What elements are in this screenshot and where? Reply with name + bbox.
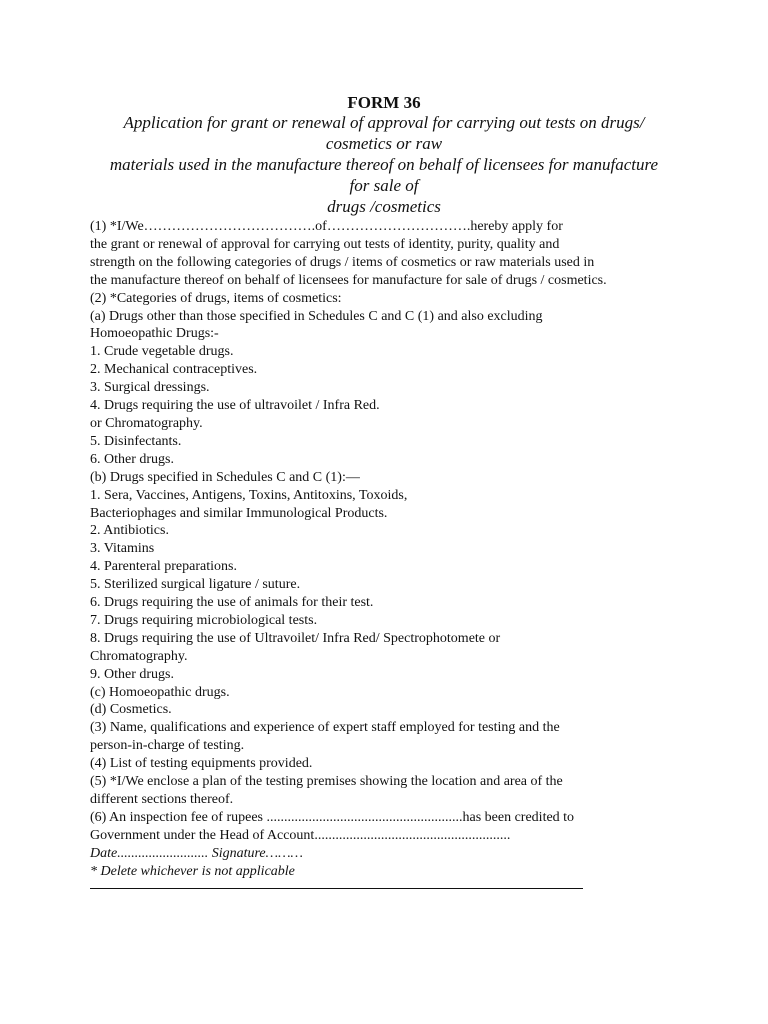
body-line: 5. Sterilized surgical ligature / suture. bbox=[90, 577, 301, 593]
form-title: FORM 36 bbox=[347, 93, 421, 112]
body-line: (6) An inspection fee of rupees ........................................................has been credited to bbox=[90, 809, 575, 825]
body-line: person-in-charge of testing. bbox=[90, 738, 245, 754]
body-line: 3. Vitamins bbox=[90, 541, 155, 557]
body-line: (b) Drugs specified in Schedules C and C (1):— bbox=[90, 469, 360, 485]
body-line: (2) *Categories of drugs, items of cosmetics: bbox=[90, 290, 342, 306]
footnote: * Delete whichever is not applicable bbox=[90, 863, 295, 879]
body-line: Bacteriophages and similar Immunological Products. bbox=[90, 505, 388, 521]
body-line: (d) Cosmetics. bbox=[90, 702, 172, 718]
body-line: (a) Drugs other than those specified in Schedules C and C (1) and also excluding bbox=[90, 308, 543, 324]
body-line: 5. Disinfectants. bbox=[90, 433, 182, 449]
subtitle-line: drugs /cosmetics bbox=[327, 197, 441, 216]
subtitle-line: materials used in the manufacture thereof on behalf of licensees for manufacture bbox=[109, 155, 659, 174]
body-line: strength on the following categories of drugs / items of cosmetics or raw materials used in bbox=[90, 254, 595, 270]
body-line: 3. Surgical dressings. bbox=[90, 380, 210, 396]
form-body bbox=[90, 218, 690, 889]
horizontal-rule bbox=[90, 888, 583, 889]
subtitle-line: Application for grant or renewal of approval for carrying out tests on drugs/ bbox=[123, 113, 645, 132]
date-signature-line: Date.......................... Signature……… bbox=[90, 845, 303, 861]
body-line: 4. Parenteral preparations. bbox=[90, 559, 237, 575]
body-line: 1. Crude vegetable drugs. bbox=[90, 344, 234, 360]
body-line: 4. Drugs requiring the use of ultravoilet / Infra Red. bbox=[90, 398, 380, 414]
body-line: the grant or renewal of approval for carrying out tests of identity, purity, quality and bbox=[90, 236, 560, 252]
body-line: (5) *I/We enclose a plan of the testing premises showing the location and area of the bbox=[90, 774, 563, 790]
body-line: Chromatography. bbox=[90, 648, 188, 664]
body-line: the manufacture thereof on behalf of licensees for manufacture for sale of drugs / cosmetics. bbox=[90, 272, 607, 288]
body-line: 8. Drugs requiring the use of Ultravoilet/ Infra Red/ Spectrophotomete or bbox=[90, 630, 501, 646]
body-line: 6. Drugs requiring the use of animals for their test. bbox=[90, 595, 374, 611]
subtitle-line: for sale of bbox=[349, 176, 419, 195]
body-line: Government under the Head of Account........................................................ bbox=[90, 827, 511, 843]
body-line: 9. Other drugs. bbox=[90, 666, 174, 682]
body-line: (1) *I/We……………………………….of………………………….hereby apply for bbox=[90, 219, 563, 234]
body-line: 6. Other drugs. bbox=[90, 451, 174, 467]
body-line: 2. Mechanical contraceptives. bbox=[90, 362, 258, 378]
body-line: different sections thereof. bbox=[90, 792, 234, 807]
body-line: Homoeopathic Drugs:- bbox=[90, 326, 219, 342]
body-line: (3) Name, qualifications and experience of expert staff employed for testing and the bbox=[90, 720, 560, 736]
form-subtitle bbox=[94, 112, 674, 217]
body-line: (c) Homoeopathic drugs. bbox=[90, 684, 230, 700]
body-line: 1. Sera, Vaccines, Antigens, Toxins, Antitoxins, Toxoids, bbox=[90, 487, 408, 503]
subtitle-line: cosmetics or raw bbox=[325, 134, 443, 153]
body-line: or Chromatography. bbox=[90, 415, 203, 431]
body-line: 7. Drugs requiring microbiological tests. bbox=[90, 612, 318, 628]
body-line: (4) List of testing equipments provided. bbox=[90, 756, 313, 772]
body-line: 2. Antibiotics. bbox=[90, 523, 169, 539]
